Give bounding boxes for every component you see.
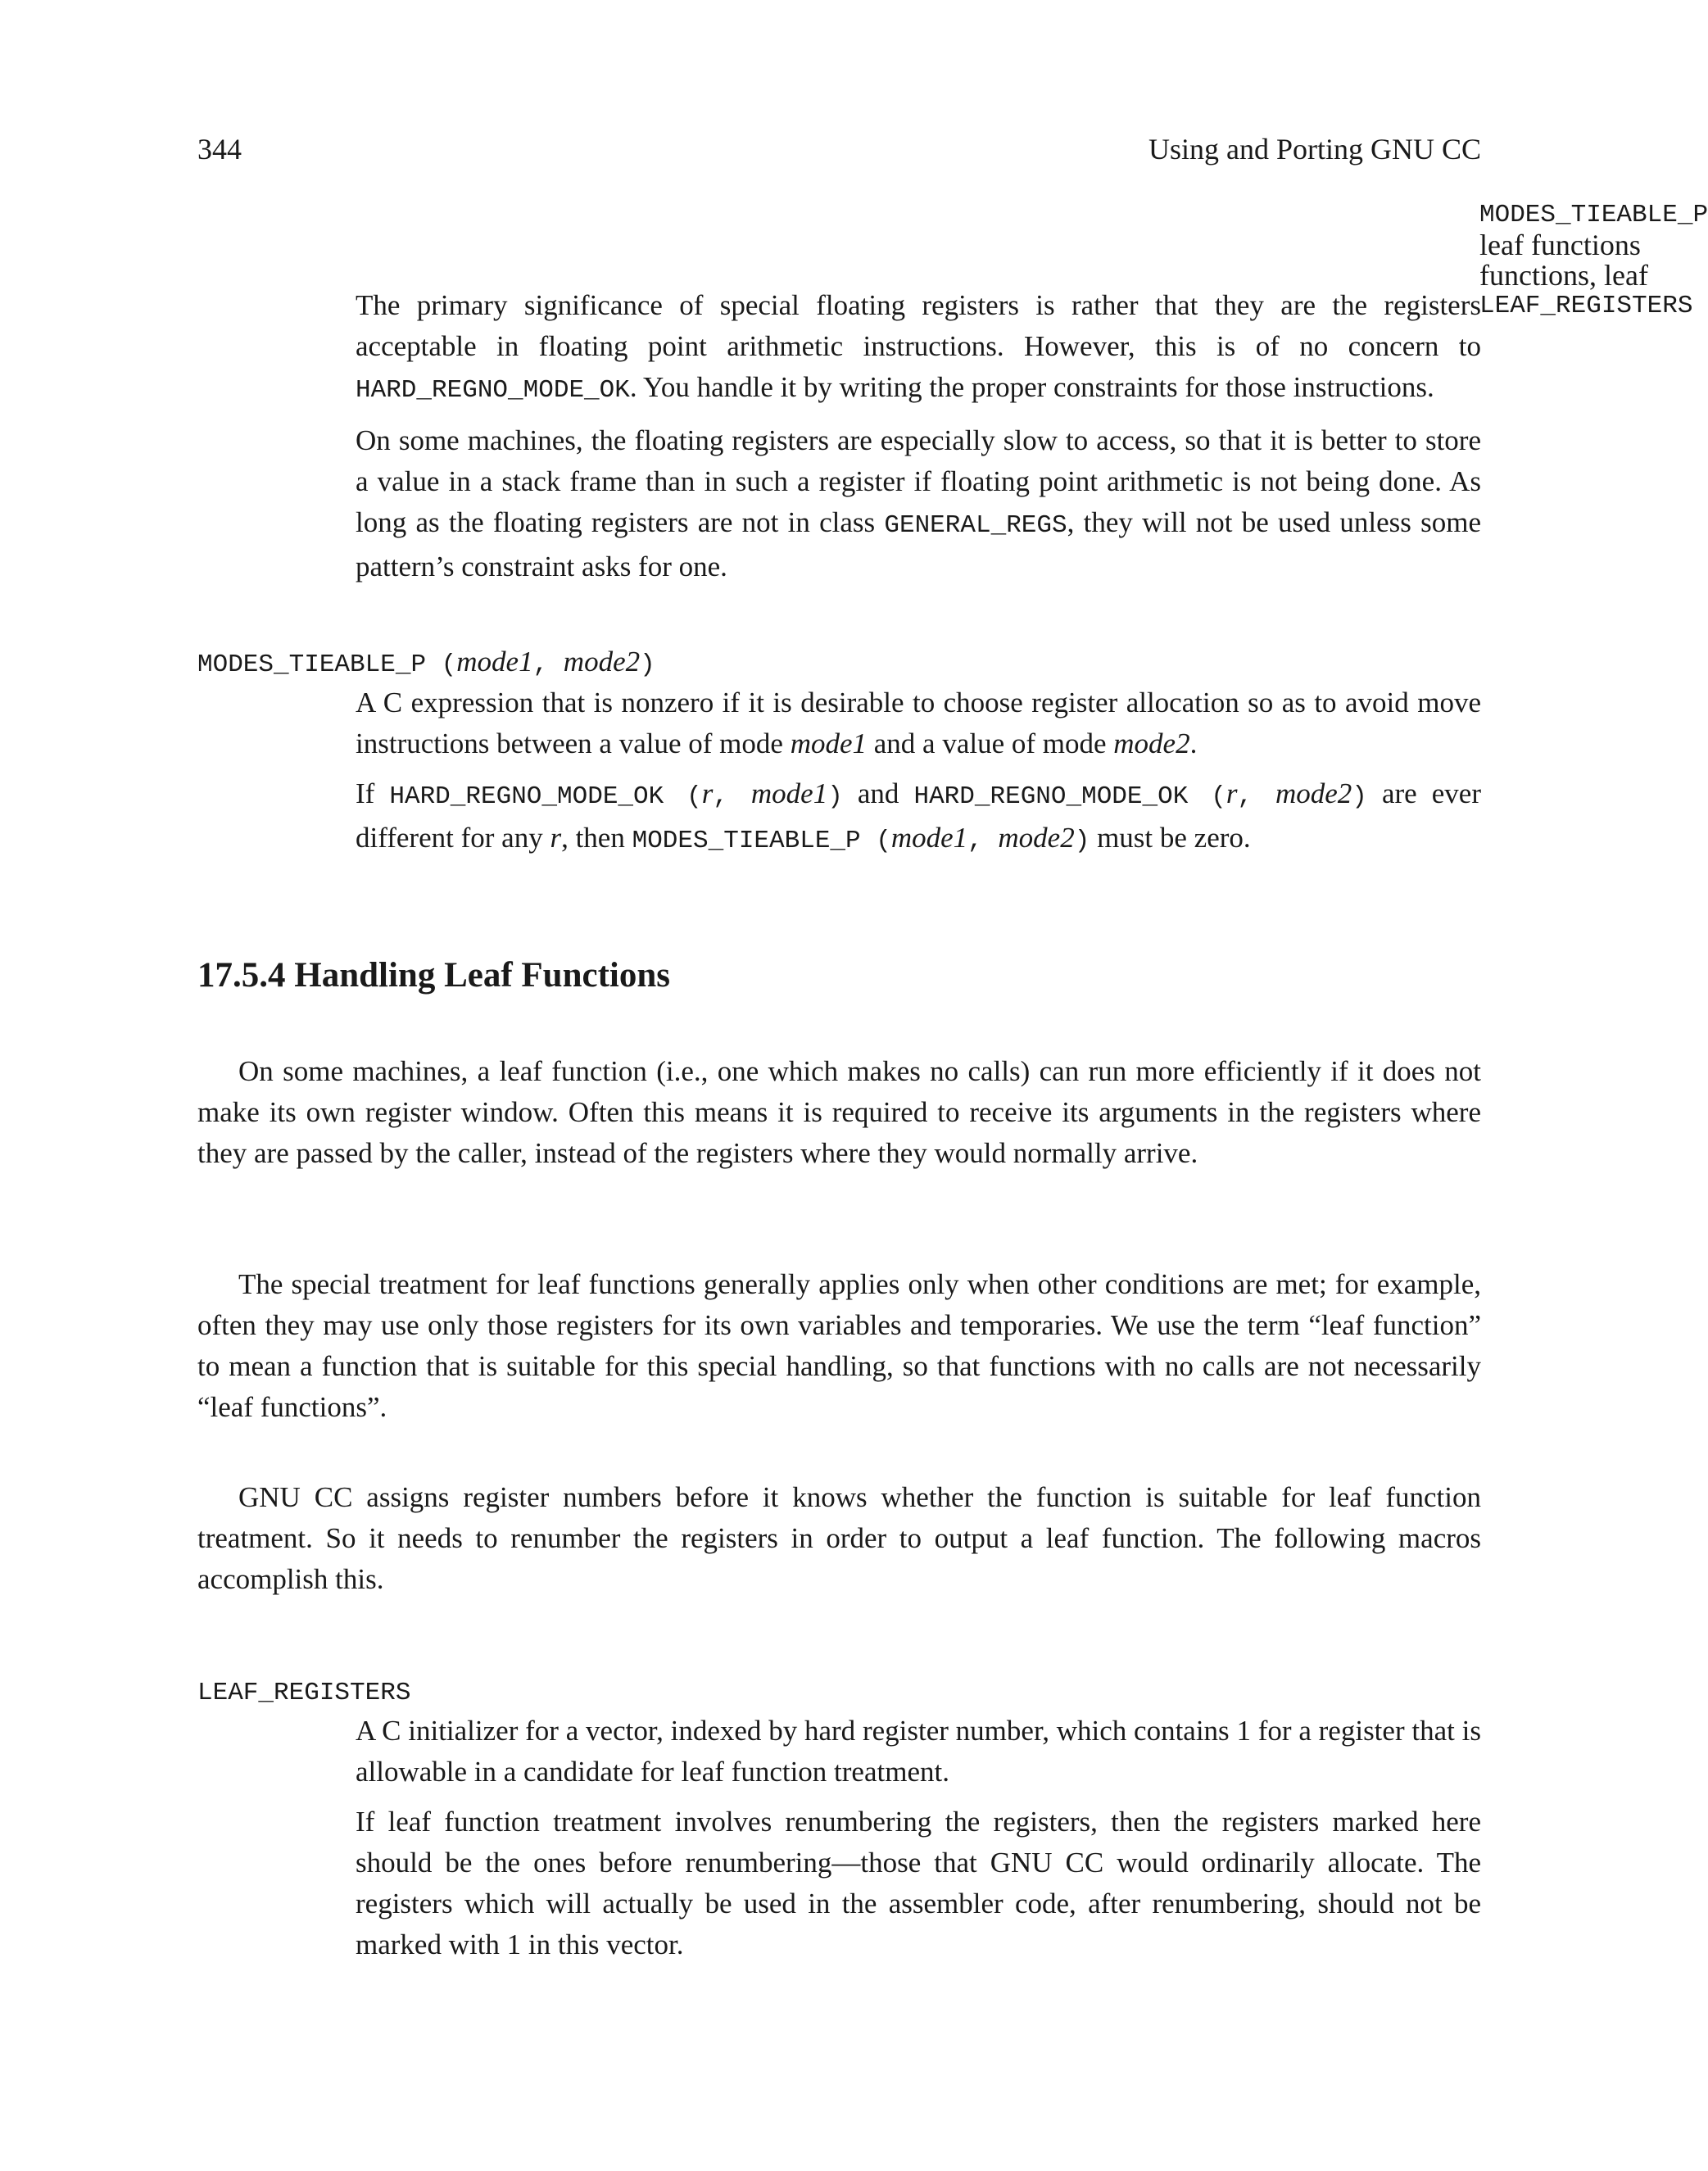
text-run: are ever different for any — [356, 777, 1481, 854]
index-entry: MODES_TIEABLE_P — [1479, 201, 1708, 229]
running-title: Using and Porting GNU CC — [1148, 133, 1481, 165]
arg-run: mode2 — [1113, 727, 1190, 759]
leaf-registers-label — [197, 1670, 410, 1714]
index-entry: functions, leaf — [1479, 259, 1648, 292]
modes-tieable-description — [356, 682, 1481, 862]
code-run: GENERAL_REGS — [884, 511, 1067, 540]
code-run: , — [713, 782, 751, 811]
code-run: MODES_TIEABLE_P ( — [632, 827, 891, 855]
code-run: HARD_REGNO_MODE_OK — [356, 376, 630, 405]
text-run: On some machines, the floating registers are especially slow to access, so that it is better to store a value in a stack frame than in such a register if floating point arithmetic is not being done. As long as the floating registers are not in class — [356, 424, 1481, 538]
arg-run: mode2 — [1275, 777, 1352, 809]
arg-run: r — [701, 777, 714, 809]
text-run: . — [1189, 727, 1198, 759]
leaf-registers-description — [356, 1711, 1481, 1965]
arg-run: mode1 — [890, 822, 968, 854]
code-run: ) — [827, 782, 843, 811]
text-run: , they will not be used unless some pattern’s constraint asks for one. — [356, 506, 1481, 582]
arg-run: mode1 — [750, 777, 828, 809]
code-run: HARD_REGNO_MODE_OK ( — [389, 782, 702, 811]
text-run: and — [842, 777, 914, 809]
text-run: A C expression that is nonzero if it is desirable to choose register allocation so as to avoid move instructions between a value of mode — [356, 687, 1481, 759]
paragraph — [356, 773, 1481, 862]
paragraph — [356, 420, 1481, 587]
page-number: 344 — [197, 133, 242, 165]
code-run: ) — [1074, 827, 1090, 855]
body-paragraph: The special treatment for leaf functions generally applies only when other conditions are met; for example, often they may use only those registers for its own variables and temporaries. We use the term “leaf function” to mean a function that is suitable for this special handling, so that functions with no calls are not necessarily “leaf functions”. — [197, 1268, 1481, 1423]
macro-name: LEAF_REGISTERS — [197, 1679, 411, 1707]
code-run: , — [1237, 782, 1275, 811]
index-entry: LEAF_REGISTERS — [1479, 292, 1693, 320]
text-run: The primary significance of special floating registers is rather that they are the registers acceptable in floating point arithmetic instructions. However, this is of no concern to — [356, 289, 1481, 362]
section-heading: 17.5.4 Handling Leaf Functions — [197, 956, 671, 995]
modes-tieable-label — [197, 641, 655, 686]
macro-name: MODES_TIEABLE_P — [197, 650, 427, 679]
code-run: ) — [1352, 782, 1367, 811]
code-run: , — [967, 827, 999, 855]
code-run: , — [532, 650, 564, 679]
paragraph: A C initializer for a vector, indexed by hard register number, which contains 1 for a register that is allowable in a candidate for leaf function treatment. — [356, 1715, 1481, 1788]
text-run: If — [356, 777, 390, 809]
paragraph: If leaf function treatment involves renumbering the registers, then the registers marked here should be the ones before renumbering—those that GNU CC would ordinarily allocate. The registers which will actually be used in the assembler code, after renumbering, should not be marked with 1 in this vector. — [356, 1806, 1481, 1960]
text-run: and a value of mode — [867, 727, 1114, 759]
index-entry: leaf functions — [1479, 229, 1641, 261]
arg-run: r — [1226, 777, 1238, 809]
paragraph — [356, 682, 1481, 764]
macro-arg: mode2 — [563, 646, 641, 678]
body-paragraph: On some machines, a leaf function (i.e., one which makes no calls) can run more efficiently if it does not make its own register window. Often this means it is required to receive its arguments in the registers where they are passed by the caller, instead of the registers where they would normally arrive. — [197, 1055, 1481, 1169]
arg-run: r — [550, 822, 562, 854]
paragraph — [356, 285, 1481, 411]
margin-index — [1479, 200, 1708, 321]
body-paragraph: GNU CC assigns register numbers before it knows whether the function is suitable for leaf function treatment. So it needs to renumber the registers in order to output a leaf function. The following macros accomplish this. — [197, 1481, 1481, 1595]
arg-run: mode2 — [998, 822, 1075, 854]
float-registers-text — [356, 285, 1481, 587]
code-run: HARD_REGNO_MODE_OK ( — [913, 782, 1226, 811]
arg-run: mode1 — [790, 727, 867, 759]
text-run: . You handle it by writing the proper constraints for those instructions. — [629, 371, 1434, 403]
code-run: ( — [426, 650, 457, 679]
code-run: ) — [640, 650, 655, 679]
text-run: must be zero. — [1090, 822, 1251, 854]
text-run: , then — [561, 822, 632, 854]
macro-arg: mode1 — [456, 646, 533, 678]
